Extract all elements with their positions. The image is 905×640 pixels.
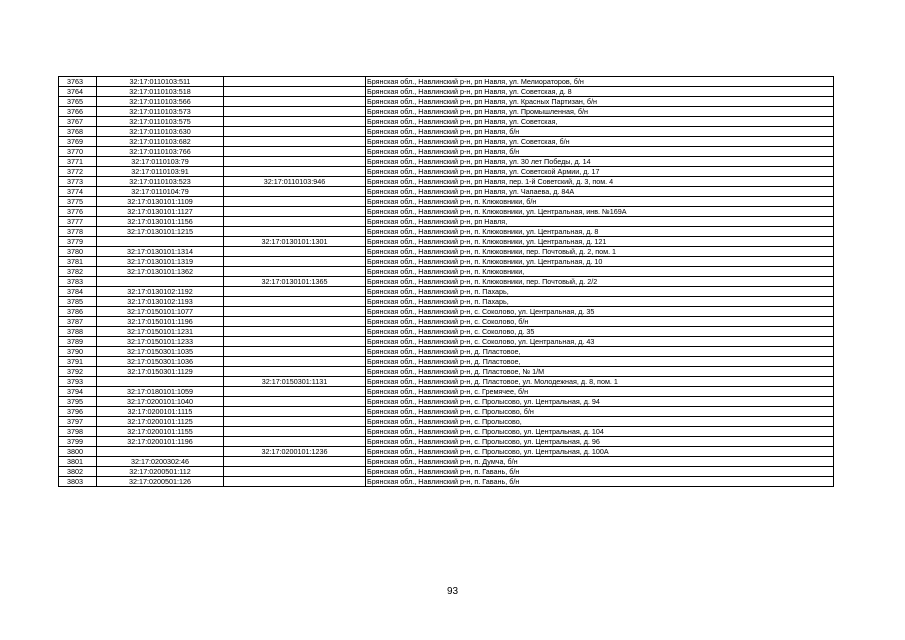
- cadastral-number-cell: 32:17:0110103:630: [97, 127, 224, 137]
- row-number-cell: 3781: [59, 257, 97, 267]
- row-number-cell: 3798: [59, 427, 97, 437]
- cadastral-number-cell: 32:17:0200101:1125: [97, 417, 224, 427]
- row-number-cell: 3775: [59, 197, 97, 207]
- address-cell: Брянская обл., Навлинский р-н, рп Навля, б/н: [366, 127, 834, 137]
- address-cell: Брянская обл., Навлинский р-н, п. Клюковники, ул. Центральная, д. 8: [366, 227, 834, 237]
- table-row: [59, 157, 834, 167]
- row-number-cell: 3769: [59, 137, 97, 147]
- secondary-cadastral-cell: [224, 267, 366, 277]
- table-row: [59, 357, 834, 367]
- table-row: [59, 247, 834, 257]
- row-number-cell: 3791: [59, 357, 97, 367]
- cadastral-number-cell: 32:17:0200501:112: [97, 467, 224, 477]
- table-row: [59, 237, 834, 247]
- secondary-cadastral-cell: [224, 227, 366, 237]
- address-cell: Брянская обл., Навлинский р-н, п. Пахарь,: [366, 287, 834, 297]
- address-cell: Брянская обл., Навлинский р-н, с. Пролысово, ул. Центральная, д. 96: [366, 437, 834, 447]
- cadastral-number-cell: 32:17:0130102:1193: [97, 297, 224, 307]
- cadastral-number-cell: 32:17:0150101:1233: [97, 337, 224, 347]
- table-row: [59, 77, 834, 87]
- address-cell: Брянская обл., Навлинский р-н, рп Навля, ул. Советской Армии, д. 17: [366, 167, 834, 177]
- secondary-cadastral-cell: [224, 97, 366, 107]
- address-cell: Брянская обл., Навлинский р-н, рп Навля, ул. Чапаева, д. 84А: [366, 187, 834, 197]
- cadastral-number-cell: [97, 277, 224, 287]
- row-number-cell: 3774: [59, 187, 97, 197]
- cadastral-number-cell: 32:17:0130101:1127: [97, 207, 224, 217]
- address-cell: Брянская обл., Навлинский р-н, рп Навля, ул. Мелиораторов, б/н: [366, 77, 834, 87]
- secondary-cadastral-cell: [224, 77, 366, 87]
- row-number-cell: 3784: [59, 287, 97, 297]
- table-row: [59, 277, 834, 287]
- row-number-cell: 3780: [59, 247, 97, 257]
- secondary-cadastral-cell: [224, 337, 366, 347]
- address-cell: Брянская обл., Навлинский р-н, п. Пахарь,: [366, 297, 834, 307]
- cadastral-number-cell: 32:17:0200302:46: [97, 457, 224, 467]
- secondary-cadastral-cell: [224, 287, 366, 297]
- cadastral-table: [58, 76, 834, 487]
- address-cell: Брянская обл., Навлинский р-н, рп Навля,: [366, 217, 834, 227]
- address-cell: Брянская обл., Навлинский р-н, с. Пролысово, ул. Центральная, д. 104: [366, 427, 834, 437]
- cadastral-number-cell: 32:17:0150301:1036: [97, 357, 224, 367]
- table-row: [59, 287, 834, 297]
- cadastral-number-cell: 32:17:0130101:1215: [97, 227, 224, 237]
- address-cell: Брянская обл., Навлинский р-н, п. Гавань, б/н: [366, 467, 834, 477]
- row-number-cell: 3783: [59, 277, 97, 287]
- cadastral-number-cell: [97, 237, 224, 247]
- cadastral-number-cell: 32:17:0180101:1059: [97, 387, 224, 397]
- cadastral-number-cell: 32:17:0130101:1109: [97, 197, 224, 207]
- secondary-cadastral-cell: [224, 317, 366, 327]
- address-cell: Брянская обл., Навлинский р-н, п. Клюковники, б/н: [366, 197, 834, 207]
- address-cell: Брянская обл., Навлинский р-н, рп Навля, ул. Советская,: [366, 117, 834, 127]
- table-row: [59, 387, 834, 397]
- secondary-cadastral-cell: [224, 117, 366, 127]
- page-number: 93: [446, 586, 459, 597]
- cadastral-number-cell: [97, 447, 224, 457]
- cadastral-number-cell: 32:17:0110103:523: [97, 177, 224, 187]
- row-number-cell: 3764: [59, 87, 97, 97]
- row-number-cell: 3776: [59, 207, 97, 217]
- row-number-cell: 3767: [59, 117, 97, 127]
- address-cell: Брянская обл., Навлинский р-н, рп Навля, ул. Промышленная, б/н: [366, 107, 834, 117]
- table-row: [59, 97, 834, 107]
- table-row: [59, 337, 834, 347]
- secondary-cadastral-cell: [224, 217, 366, 227]
- address-cell: Брянская обл., Навлинский р-н, д. Пластовое,: [366, 347, 834, 357]
- table-row: [59, 317, 834, 327]
- table-row: [59, 137, 834, 147]
- address-cell: Брянская обл., Навлинский р-н, п. Клюковники, ул. Центральная, д. 10: [366, 257, 834, 267]
- secondary-cadastral-cell: [224, 187, 366, 197]
- table-row: [59, 207, 834, 217]
- table-row: [59, 447, 834, 457]
- secondary-cadastral-cell: [224, 87, 366, 97]
- secondary-cadastral-cell: [224, 197, 366, 207]
- table-row: [59, 397, 834, 407]
- row-number-cell: 3800: [59, 447, 97, 457]
- secondary-cadastral-cell: [224, 417, 366, 427]
- table-row: [59, 107, 834, 117]
- cadastral-number-cell: 32:17:0110104:79: [97, 187, 224, 197]
- table-row: [59, 267, 834, 277]
- address-cell: Брянская обл., Навлинский р-н, с. Соколово, б/н: [366, 317, 834, 327]
- secondary-cadastral-cell: 32:17:0130101:1301: [224, 237, 366, 247]
- secondary-cadastral-cell: 32:17:0150301:1131: [224, 377, 366, 387]
- address-cell: Брянская обл., Навлинский р-н, с. Пролысово, б/н: [366, 407, 834, 417]
- secondary-cadastral-cell: [224, 107, 366, 117]
- secondary-cadastral-cell: [224, 127, 366, 137]
- row-number-cell: 3793: [59, 377, 97, 387]
- row-number-cell: 3773: [59, 177, 97, 187]
- table-row: [59, 117, 834, 127]
- address-cell: Брянская обл., Навлинский р-н, рп Навля, пер. 1-й Советский, д. 3, пом. 4: [366, 177, 834, 187]
- row-number-cell: 3790: [59, 347, 97, 357]
- row-number-cell: 3799: [59, 437, 97, 447]
- row-number-cell: 3782: [59, 267, 97, 277]
- cadastral-number-cell: 32:17:0110103:91: [97, 167, 224, 177]
- table-row: [59, 197, 834, 207]
- row-number-cell: 3787: [59, 317, 97, 327]
- cadastral-number-cell: 32:17:0150301:1035: [97, 347, 224, 357]
- address-cell: Брянская обл., Навлинский р-н, с. Пролысово,: [366, 417, 834, 427]
- row-number-cell: 3765: [59, 97, 97, 107]
- row-number-cell: 3770: [59, 147, 97, 157]
- table-row: [59, 427, 834, 437]
- cadastral-number-cell: 32:17:0110103:766: [97, 147, 224, 157]
- table-row: [59, 327, 834, 337]
- cadastral-number-cell: 32:17:0110103:682: [97, 137, 224, 147]
- table-row: [59, 437, 834, 447]
- secondary-cadastral-cell: 32:17:0130101:1365: [224, 277, 366, 287]
- address-cell: Брянская обл., Навлинский р-н, с. Пролысово, ул. Центральная, д. 100А: [366, 447, 834, 457]
- table-row: [59, 87, 834, 97]
- table-row: [59, 457, 834, 467]
- cadastral-number-cell: [97, 377, 224, 387]
- cadastral-number-cell: 32:17:0130101:1319: [97, 257, 224, 267]
- table-row: [59, 177, 834, 187]
- row-number-cell: 3794: [59, 387, 97, 397]
- row-number-cell: 3802: [59, 467, 97, 477]
- row-number-cell: 3788: [59, 327, 97, 337]
- secondary-cadastral-cell: [224, 437, 366, 447]
- cadastral-number-cell: 32:17:0200101:1155: [97, 427, 224, 437]
- secondary-cadastral-cell: [224, 357, 366, 367]
- cadastral-number-cell: 32:17:0110103:79: [97, 157, 224, 167]
- row-number-cell: 3771: [59, 157, 97, 167]
- row-number-cell: 3768: [59, 127, 97, 137]
- secondary-cadastral-cell: [224, 427, 366, 437]
- cadastral-number-cell: 32:17:0200501:126: [97, 477, 224, 487]
- secondary-cadastral-cell: [224, 327, 366, 337]
- address-cell: Брянская обл., Навлинский р-н, с. Соколово, д. 35: [366, 327, 834, 337]
- secondary-cadastral-cell: [224, 297, 366, 307]
- row-number-cell: 3801: [59, 457, 97, 467]
- row-number-cell: 3789: [59, 337, 97, 347]
- table-row: [59, 167, 834, 177]
- cadastral-number-cell: 32:17:0110103:566: [97, 97, 224, 107]
- cadastral-number-cell: 32:17:0110103:511: [97, 77, 224, 87]
- cadastral-number-cell: 32:17:0110103:518: [97, 87, 224, 97]
- cadastral-number-cell: 32:17:0150101:1231: [97, 327, 224, 337]
- address-cell: Брянская обл., Навлинский р-н, п. Клюковники, пер. Почтовый, д. 2/2: [366, 277, 834, 287]
- secondary-cadastral-cell: [224, 167, 366, 177]
- secondary-cadastral-cell: [224, 387, 366, 397]
- row-number-cell: 3763: [59, 77, 97, 87]
- address-cell: Брянская обл., Навлинский р-н, п. Клюковники, пер. Почтовый, д. 2, пом. 1: [366, 247, 834, 257]
- cadastral-number-cell: 32:17:0150101:1077: [97, 307, 224, 317]
- address-cell: Брянская обл., Навлинский р-н, с. Соколово, ул. Центральная, д. 43: [366, 337, 834, 347]
- secondary-cadastral-cell: [224, 457, 366, 467]
- secondary-cadastral-cell: [224, 397, 366, 407]
- row-number-cell: 3786: [59, 307, 97, 317]
- address-cell: Брянская обл., Навлинский р-н, с. Гремячее, б/н: [366, 387, 834, 397]
- secondary-cadastral-cell: [224, 347, 366, 357]
- table-row: [59, 127, 834, 137]
- table-row: [59, 467, 834, 477]
- row-number-cell: 3778: [59, 227, 97, 237]
- secondary-cadastral-cell: [224, 247, 366, 257]
- secondary-cadastral-cell: 32:17:0110103:946: [224, 177, 366, 187]
- cadastral-number-cell: 32:17:0110103:575: [97, 117, 224, 127]
- table-row: [59, 347, 834, 357]
- secondary-cadastral-cell: [224, 367, 366, 377]
- cadastral-number-cell: 32:17:0130101:1314: [97, 247, 224, 257]
- address-cell: Брянская обл., Навлинский р-н, рп Навля, б/н: [366, 147, 834, 157]
- address-cell: Брянская обл., Навлинский р-н, рп Навля, ул. Красных Партизан, б/н: [366, 97, 834, 107]
- cadastral-number-cell: 32:17:0130102:1192: [97, 287, 224, 297]
- secondary-cadastral-cell: [224, 467, 366, 477]
- table-row: [59, 227, 834, 237]
- address-cell: Брянская обл., Навлинский р-н, д. Пластовое, ул. Молодежная, д. 8, пом. 1: [366, 377, 834, 387]
- table-body: [59, 77, 834, 487]
- table-row: [59, 297, 834, 307]
- address-cell: Брянская обл., Навлинский р-н, д. Пластовое, № 1/М: [366, 367, 834, 377]
- cadastral-number-cell: 32:17:0200101:1196: [97, 437, 224, 447]
- table-row: [59, 257, 834, 267]
- table-row: [59, 147, 834, 157]
- table-row: [59, 377, 834, 387]
- address-cell: Брянская обл., Навлинский р-н, с. Соколово, ул. Центральная, д. 35: [366, 307, 834, 317]
- cadastral-number-cell: 32:17:0200101:1040: [97, 397, 224, 407]
- table-row: [59, 307, 834, 317]
- secondary-cadastral-cell: [224, 137, 366, 147]
- table-row: [59, 217, 834, 227]
- secondary-cadastral-cell: 32:17:0200101:1236: [224, 447, 366, 457]
- secondary-cadastral-cell: [224, 147, 366, 157]
- address-cell: Брянская обл., Навлинский р-н, рп Навля, ул. Советская, д. 8: [366, 87, 834, 97]
- row-number-cell: 3772: [59, 167, 97, 177]
- address-cell: Брянская обл., Навлинский р-н, рп Навля, ул. 30 лет Победы, д. 14: [366, 157, 834, 167]
- address-cell: Брянская обл., Навлинский р-н, рп Навля, ул. Советская, б/н: [366, 137, 834, 147]
- address-cell: Брянская обл., Навлинский р-н, д. Пластовое,: [366, 357, 834, 367]
- row-number-cell: 3803: [59, 477, 97, 487]
- row-number-cell: 3779: [59, 237, 97, 247]
- cadastral-number-cell: 32:17:0150101:1196: [97, 317, 224, 327]
- table-row: [59, 417, 834, 427]
- row-number-cell: 3766: [59, 107, 97, 117]
- cadastral-number-cell: 32:17:0150301:1129: [97, 367, 224, 377]
- row-number-cell: 3792: [59, 367, 97, 377]
- address-cell: Брянская обл., Навлинский р-н, п. Клюковники, ул. Центральная, д. 121: [366, 237, 834, 247]
- table-row: [59, 187, 834, 197]
- address-cell: Брянская обл., Навлинский р-н, п. Думча, б/н: [366, 457, 834, 467]
- table-row: [59, 477, 834, 487]
- cadastral-number-cell: 32:17:0130101:1362: [97, 267, 224, 277]
- secondary-cadastral-cell: [224, 477, 366, 487]
- row-number-cell: 3797: [59, 417, 97, 427]
- row-number-cell: 3785: [59, 297, 97, 307]
- secondary-cadastral-cell: [224, 307, 366, 317]
- address-cell: Брянская обл., Навлинский р-н, п. Гавань, б/н: [366, 477, 834, 487]
- address-cell: Брянская обл., Навлинский р-н, п. Клюковники, ул. Центральная, инв. №169А: [366, 207, 834, 217]
- table-row: [59, 407, 834, 417]
- secondary-cadastral-cell: [224, 157, 366, 167]
- row-number-cell: 3777: [59, 217, 97, 227]
- row-number-cell: 3795: [59, 397, 97, 407]
- address-cell: Брянская обл., Навлинский р-н, с. Пролысово, ул. Центральная, д. 94: [366, 397, 834, 407]
- cadastral-number-cell: 32:17:0130101:1156: [97, 217, 224, 227]
- address-cell: Брянская обл., Навлинский р-н, п. Клюковники,: [366, 267, 834, 277]
- secondary-cadastral-cell: [224, 407, 366, 417]
- cadastral-number-cell: 32:17:0110103:573: [97, 107, 224, 117]
- secondary-cadastral-cell: [224, 257, 366, 267]
- row-number-cell: 3796: [59, 407, 97, 417]
- cadastral-number-cell: 32:17:0200101:1115: [97, 407, 224, 417]
- secondary-cadastral-cell: [224, 207, 366, 217]
- table-row: [59, 367, 834, 377]
